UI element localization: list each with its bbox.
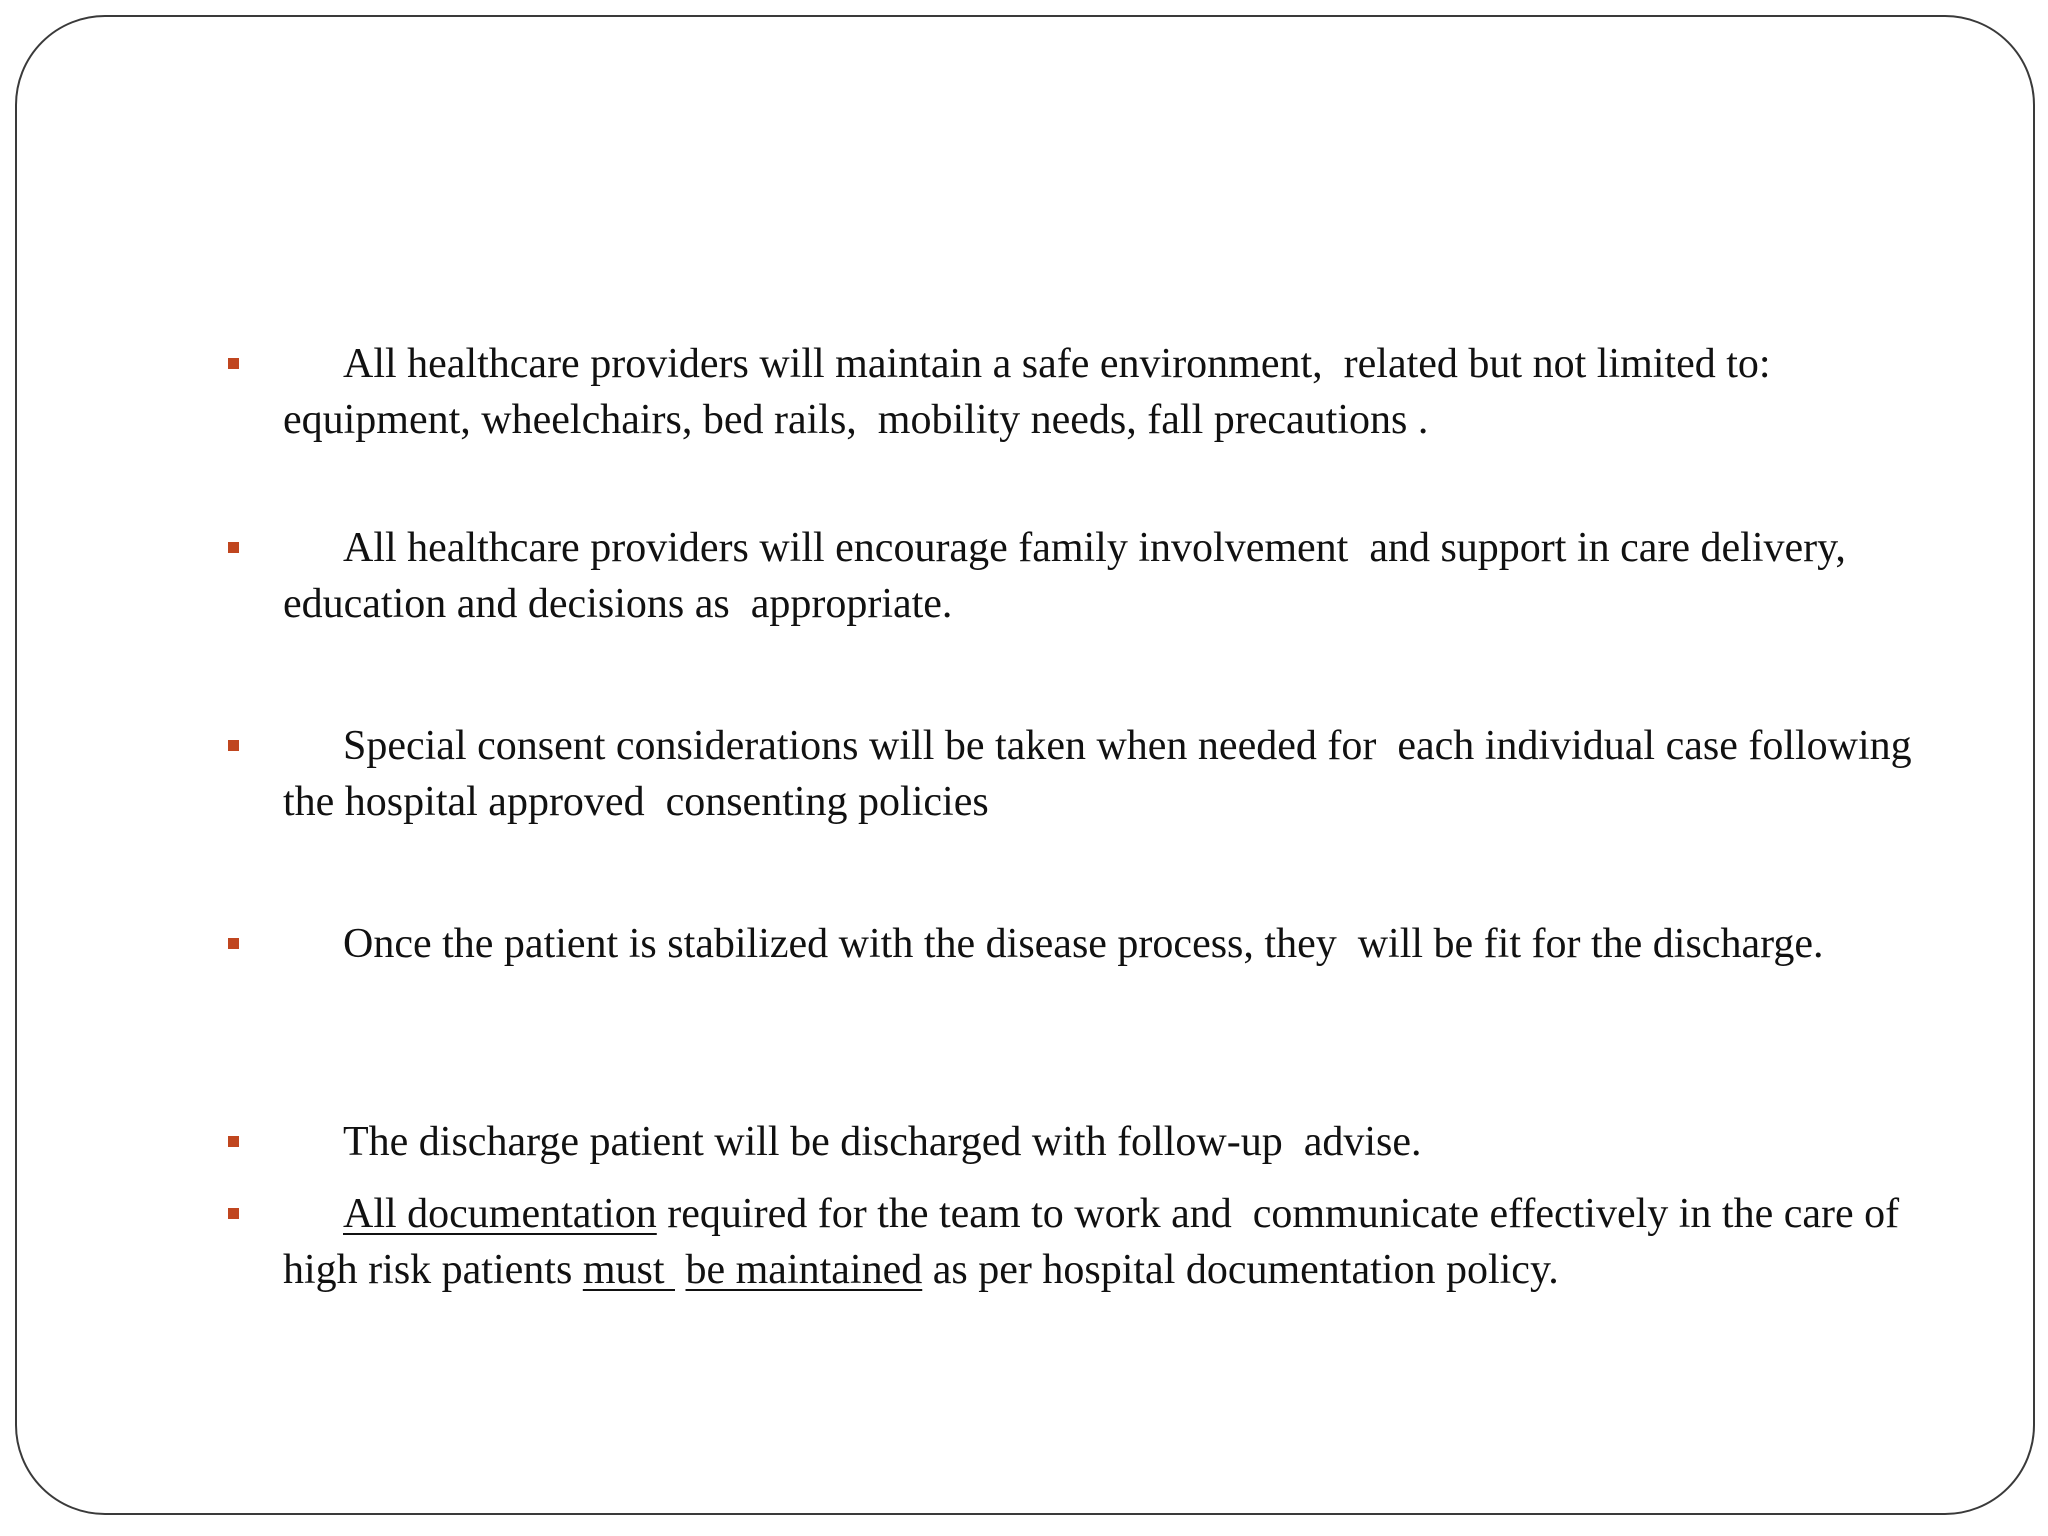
list-item <box>228 1114 1928 1170</box>
text-segment: as per hospital documentation policy. <box>922 1247 1559 1293</box>
list-item <box>228 1186 1928 1298</box>
list-item <box>228 520 1928 632</box>
list-item <box>228 916 1928 972</box>
bullet-text: Special consent considerations will be taken when needed for each individual case following the hospital approved consenting policies <box>283 723 1923 825</box>
square-bullet-icon <box>228 1136 239 1147</box>
square-bullet-icon <box>228 740 239 751</box>
list-item <box>228 336 1928 448</box>
text-segment: required for the team to work and communicate effectively in the care of high risk patients <box>283 1191 1910 1293</box>
list-item <box>228 718 1928 830</box>
underlined-text: All documentation <box>343 1191 657 1237</box>
bullet-text <box>283 1186 1928 1298</box>
square-bullet-icon <box>228 938 239 949</box>
bullet-text: All healthcare providers will maintain a safe environment, related but not limited to: equipment, wheelchairs, bed rails, mobility needs, fall precautions . <box>283 341 1782 443</box>
square-bullet-icon <box>228 1208 239 1219</box>
bullet-text: All healthcare providers will encourage family involvement and support in care delivery, education and decisions as appropriate. <box>283 525 1857 627</box>
square-bullet-icon <box>228 542 239 553</box>
bullet-text: Once the patient is stabilized with the disease process, they will be fit for the discharge. <box>343 921 1824 967</box>
bullet-text: The discharge patient will be discharged with follow-up advise. <box>343 1119 1422 1165</box>
underlined-text: be maintained <box>685 1247 923 1293</box>
square-bullet-icon <box>228 358 239 369</box>
underlined-text: must <box>582 1247 675 1293</box>
text-segment <box>675 1247 686 1293</box>
